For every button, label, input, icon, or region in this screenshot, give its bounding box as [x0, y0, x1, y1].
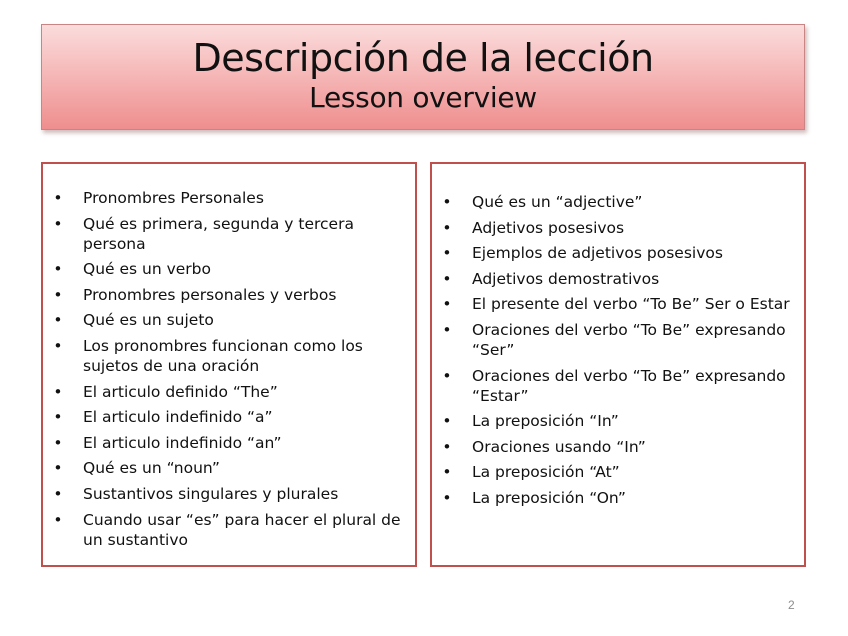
- list-item: [440, 320, 790, 360]
- list-item: [51, 484, 401, 504]
- list-item: [440, 437, 790, 457]
- list-item: [51, 336, 401, 376]
- bullet-icon: •: [53, 189, 63, 207]
- list-item-text: Adjetivos demostrativos: [472, 269, 660, 288]
- list-item-text: Qué es un sujeto: [83, 311, 214, 330]
- bullet-icon: •: [442, 269, 452, 288]
- list-item-text: Pronombres Personales: [83, 189, 264, 207]
- list-item: [440, 218, 790, 238]
- list-item-text: Qué es un “noun”: [83, 459, 220, 478]
- list-item: [440, 269, 790, 289]
- list-item: [51, 285, 401, 305]
- list-item-text: Ejemplos de adjetivos posesivos: [472, 244, 723, 263]
- bullet-icon: •: [442, 218, 452, 237]
- list-item-text: Oraciones del verbo “To Be” expresando “Ser”: [472, 320, 786, 359]
- list-item-text: Oraciones del verbo “To Be” expresando “Estar”: [472, 366, 786, 405]
- bullet-icon: •: [442, 295, 452, 314]
- bullet-icon: •: [53, 459, 63, 478]
- bullet-icon: •: [442, 193, 452, 211]
- list-item: [51, 214, 401, 254]
- slide-subtitle: Lesson overview: [309, 81, 537, 114]
- list-item: [440, 411, 790, 431]
- bullet-icon: •: [53, 260, 63, 279]
- list-item-text: Qué es un verbo: [83, 260, 212, 279]
- left-content-panel: [41, 162, 417, 567]
- list-item: [440, 294, 790, 314]
- list-item-text: La preposición “On”: [472, 488, 626, 507]
- list-item: [51, 382, 401, 402]
- list-item-text: El articulo definido “The”: [83, 382, 278, 401]
- list-item-text: La preposición “At”: [472, 463, 620, 482]
- list-item-text: Los pronombres funcionan como los sujetos de una oración: [83, 336, 363, 375]
- right-bullet-list: [440, 192, 790, 508]
- list-item: [51, 458, 401, 478]
- bullet-icon: •: [53, 484, 63, 503]
- list-item: [51, 433, 401, 453]
- list-item: [51, 510, 401, 550]
- list-item-text: Cuando usar “es” para hacer el plural de un sustantivo: [83, 510, 401, 549]
- bullet-icon: •: [53, 510, 63, 529]
- bullet-icon: •: [53, 382, 63, 401]
- bullet-icon: •: [442, 366, 452, 385]
- list-item: [51, 310, 401, 330]
- bullet-icon: •: [53, 285, 63, 304]
- bullet-icon: •: [53, 311, 63, 330]
- list-item-text: Qué es un “adjective”: [472, 193, 643, 211]
- bullet-icon: •: [442, 244, 452, 263]
- list-item: [440, 462, 790, 482]
- bullet-icon: •: [442, 463, 452, 482]
- right-content-panel: [430, 162, 806, 567]
- slide-title: Descripción de la lección: [192, 36, 654, 80]
- bullet-icon: •: [53, 214, 63, 233]
- list-item-text: El presente del verbo “To Be” Ser o Estar: [472, 295, 790, 314]
- list-item: [51, 188, 401, 208]
- list-item-text: La preposición “In”: [472, 412, 619, 431]
- list-item-text: El articulo indefinido “an”: [83, 433, 282, 452]
- bullet-icon: •: [442, 488, 452, 507]
- list-item: [51, 259, 401, 279]
- list-item: [51, 407, 401, 427]
- title-banner: [41, 24, 805, 130]
- bullet-icon: •: [53, 408, 63, 427]
- list-item: [440, 243, 790, 263]
- list-item-text: Oraciones usando “In”: [472, 437, 646, 456]
- page-number: 2: [788, 598, 795, 612]
- bullet-icon: •: [442, 437, 452, 456]
- list-item-text: Sustantivos singulares y plurales: [83, 484, 339, 503]
- left-bullet-list: [51, 188, 401, 550]
- bullet-icon: •: [53, 433, 63, 452]
- list-item: [440, 488, 790, 508]
- bullet-icon: •: [442, 320, 452, 339]
- list-item-text: Adjetivos posesivos: [472, 218, 625, 237]
- list-item-text: Qué es primera, segunda y tercera persona: [83, 214, 354, 253]
- list-item-text: Pronombres personales y verbos: [83, 285, 337, 304]
- list-item: [440, 192, 790, 212]
- list-item-text: El articulo indefinido “a”: [83, 408, 273, 427]
- bullet-icon: •: [442, 412, 452, 431]
- bullet-icon: •: [53, 336, 63, 355]
- list-item: [440, 366, 790, 406]
